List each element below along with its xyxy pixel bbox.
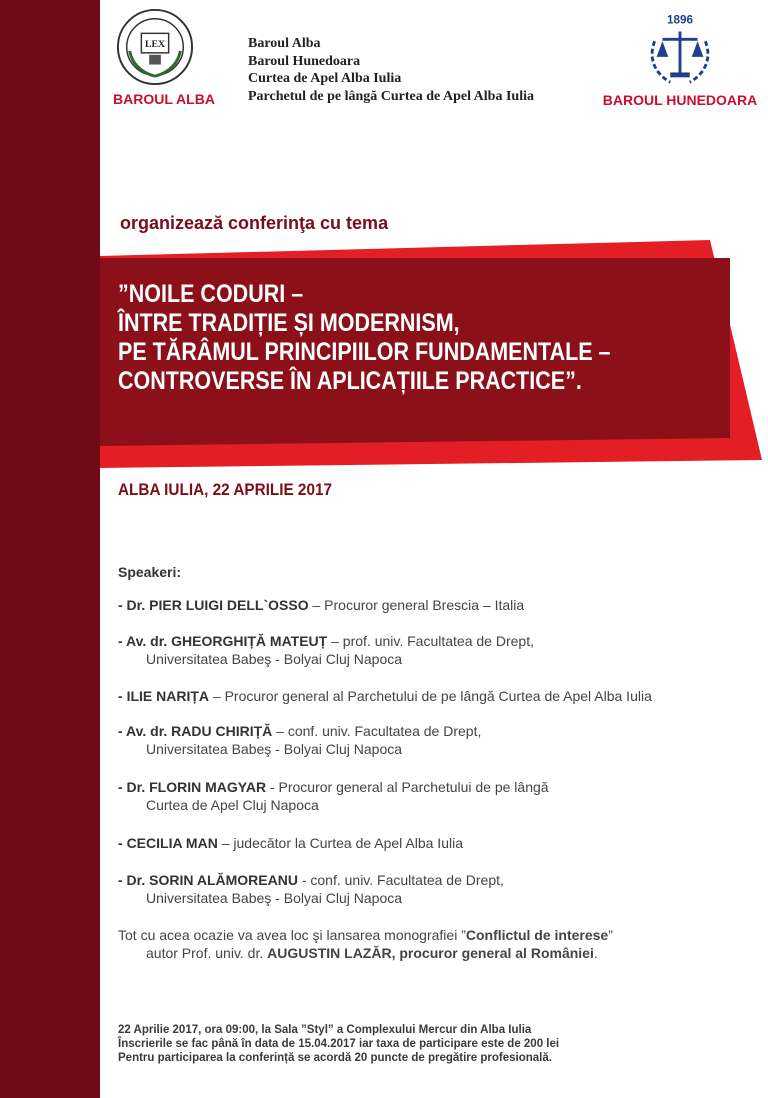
title-line: ”NOILE CODURI –	[118, 280, 304, 308]
footer-line: Pentru participarea la conferință se acordă 20 puncte de pregătire profesională.	[118, 1052, 552, 1064]
event-details-footer	[118, 1023, 559, 1065]
baroul-hunedoara-logo-icon	[640, 12, 720, 90]
footer-line: 22 Aprilie 2017, ora 09:00, la Sala ”Styl” a Complexului Mercur din Alba Iulia	[118, 1024, 532, 1036]
title-line: ÎNTRE TRADIȚIE ȘI MODERNISM,	[118, 309, 460, 337]
speaker-item: - Av. dr. RADU CHIRIȚĂ – conf. univ. Facultatea de Drept, Universitatea Babeş - Bolyai Cluj Napoca	[118, 723, 482, 757]
speaker-item: - CECILIA MAN – judecător la Curtea de Apel Alba Iulia	[118, 835, 463, 851]
title-line: PE TĂRÂMUL PRINCIPIILOR FUNDAMENTALE –	[118, 338, 611, 366]
left-color-bar	[0, 0, 100, 1098]
speakers-heading: Speakeri:	[118, 564, 182, 580]
speaker-item: - Dr. SORIN ALĂMOREANU - conf. univ. Facultatea de Drept, Universitatea Babeş - Bolyai Cluj Napoca	[118, 872, 504, 906]
baroul-alba-logo-icon	[116, 8, 194, 86]
intro-text: organizează conferinţa cu tema	[120, 213, 389, 233]
organizer-item: Baroul Hunedoara	[248, 53, 361, 69]
baroul-hunedoara-label: BAROUL HUNEDOARA	[602, 92, 758, 108]
footer-line: Înscrierile se fac până în data de 15.04.2017 iar taxa de participare este de 200 lei	[118, 1038, 560, 1050]
svg-text:1896: 1896	[666, 13, 694, 27]
speaker-item: - Dr. PIER LUIGI DELL`OSSO – Procuror general Brescia – Italia	[118, 597, 525, 613]
conference-title	[118, 280, 611, 396]
title-line: CONTROVERSE ÎN APLICAȚIILE PRACTICE”.	[118, 367, 582, 395]
organizer-item: Baroul Alba	[248, 36, 321, 51]
book-launch-note: Tot cu acea ocazie va avea loc şi lansarea monografiei ”Conflictul de interese” autor Prof. univ. dr. AUGUSTIN LAZĂR, procuror general al României.	[118, 927, 613, 961]
speaker-item: - ILIE NARIȚA – Procuror general al Parchetului de pe lângă Curtea de Apel Alba Iulia	[118, 688, 652, 704]
speaker-item: - Av. dr. GHEORGHIȚĂ MATEUȚ – prof. univ. Facultatea de Drept, Universitatea Babeş - Bolyai Cluj Napoca	[118, 633, 534, 667]
organizer-item: Curtea de Apel Alba Iulia	[248, 71, 402, 86]
baroul-alba-label: BAROUL ALBA	[113, 91, 215, 107]
svg-text:LEX: LEX	[144, 39, 166, 50]
date-place: ALBA IULIA, 22 APRILIE 2017	[118, 480, 332, 499]
speaker-item: - Dr. FLORIN MAGYAR - Procuror general al Parchetului de pe lângă Curtea de Apel Cluj Napoca	[118, 779, 549, 813]
organizers-list	[248, 35, 534, 105]
organizer-item: Parchetul de pe lângă Curtea de Apel Alba Iulia	[248, 88, 534, 104]
